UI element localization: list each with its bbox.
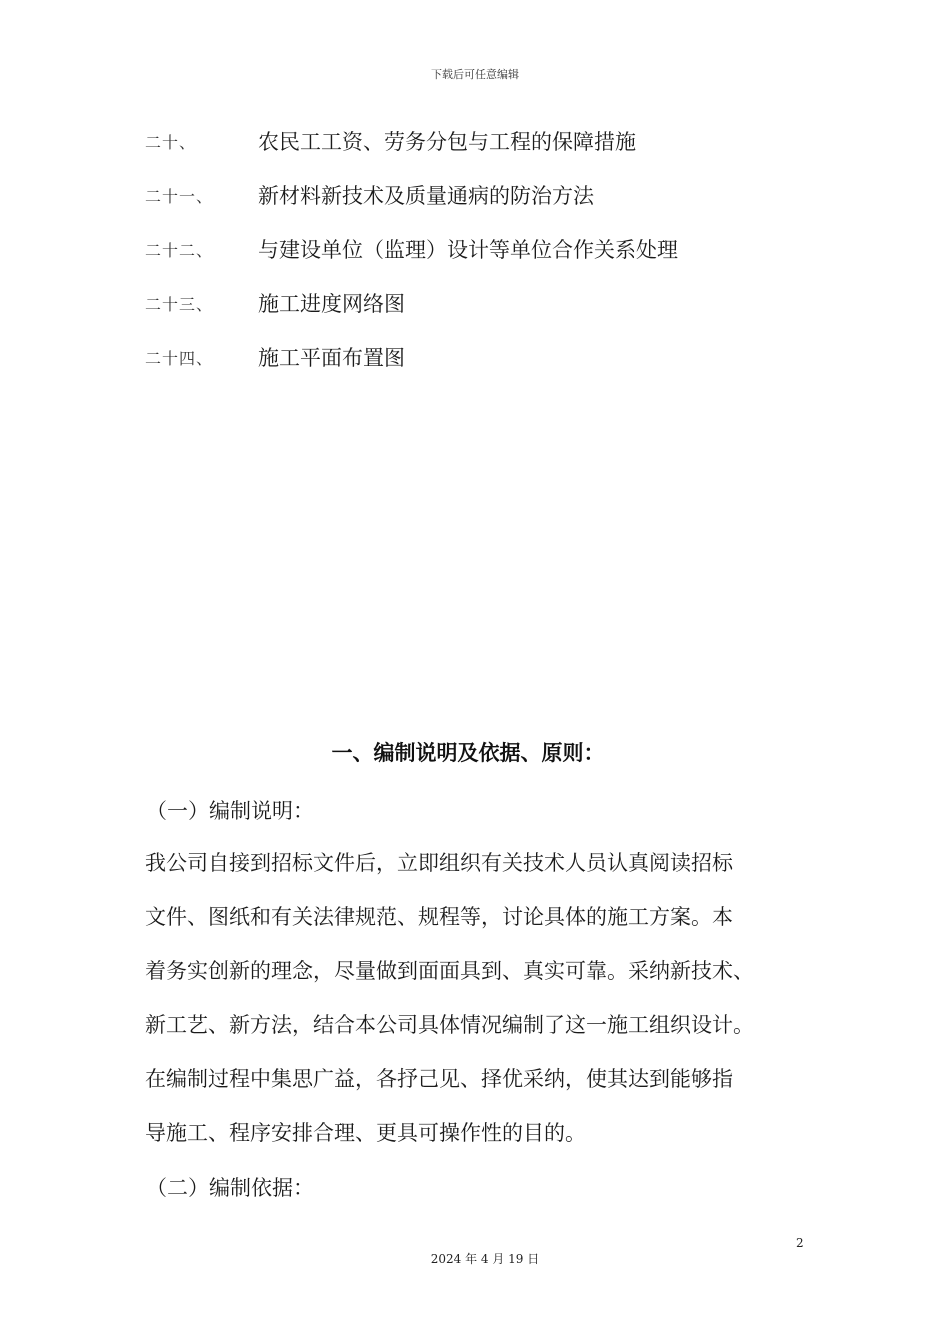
toc-item — [145, 114, 825, 168]
toc-item — [145, 330, 825, 384]
toc-item-title: 施工进度网络图 — [258, 292, 405, 316]
paragraph-line: 着务实创新的理念，尽量做到面面具到、真实可靠。采纳新技术、 — [145, 959, 754, 983]
toc-item — [145, 276, 825, 330]
header-note: 下载后可任意编辑 — [431, 68, 519, 81]
toc-item-title: 农民工工资、劳务分包与工程的保障措施 — [258, 130, 636, 154]
section-heading: 一、编制说明及依据、原则： — [331, 741, 605, 765]
toc-item — [145, 168, 825, 222]
paragraph-line: 我公司自接到招标文件后，立即组织有关技术人员认真阅读招标 — [145, 851, 733, 875]
toc-item-title: 新材料新技术及质量通病的防治方法 — [258, 184, 594, 208]
table-of-contents — [145, 114, 825, 384]
toc-item-number: 二十一、 — [145, 186, 214, 206]
toc-item-number: 二十、 — [145, 132, 197, 152]
paragraph-line: 导施工、程序安排合理、更具可操作性的目的。 — [145, 1121, 586, 1145]
paragraph-line: 在编制过程中集思广益，各抒己见、择优采纳，使其达到能够指 — [145, 1067, 733, 1091]
paragraph-line: 新工艺、新方法，结合本公司具体情况编制了这一施工组织设计。 — [145, 1013, 754, 1037]
body-paragraph — [145, 836, 827, 1160]
toc-item — [145, 222, 825, 276]
toc-item-number: 二十二、 — [145, 240, 214, 260]
subsection-heading-basis: （二）编制依据： — [146, 1176, 314, 1200]
toc-item-number: 二十三、 — [145, 294, 214, 314]
toc-item-title: 与建设单位（监理）设计等单位合作关系处理 — [258, 238, 678, 262]
page-number: 2 — [796, 1236, 804, 1250]
toc-item-title: 施工平面布置图 — [258, 346, 405, 370]
subsection-heading-description: （一）编制说明： — [146, 799, 314, 823]
footer-date: 2024 年 4 月 19 日 — [430, 1252, 540, 1266]
paragraph-line: 文件、图纸和有关法律规范、规程等，讨论具体的施工方案。本 — [145, 905, 733, 929]
toc-item-number: 二十四、 — [145, 348, 214, 368]
